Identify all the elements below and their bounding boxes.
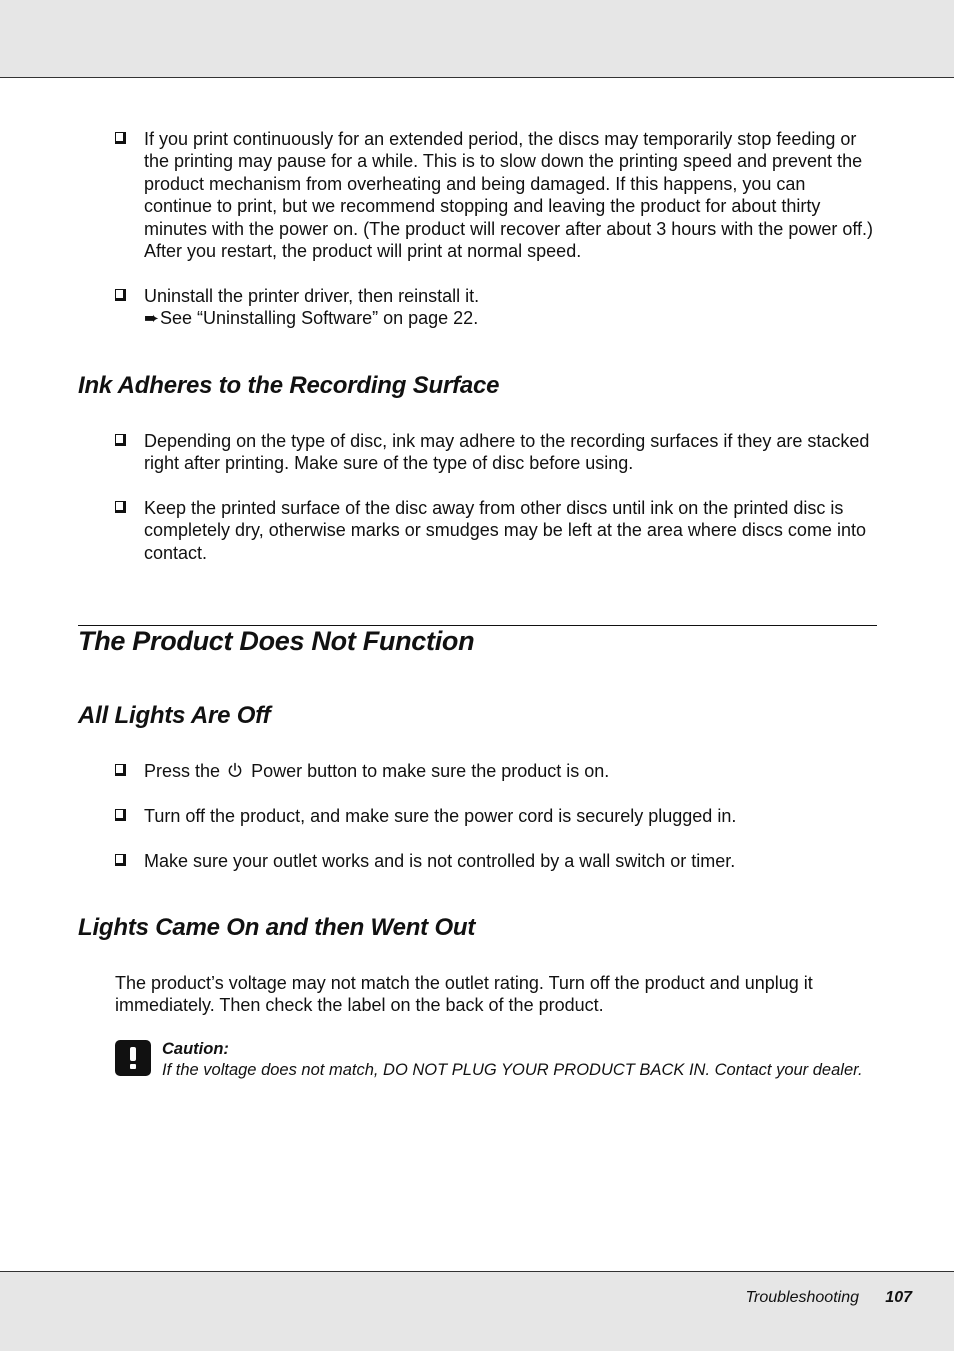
checkbox-bullet-icon [115,289,126,301]
section-heading-ink: Ink Adheres to the Recording Surface [78,372,500,399]
caution-label: Caution: [162,1040,229,1058]
list-item-text: Make sure your outlet works and is not controlled by a wall switch or timer. [144,851,736,871]
header-band [0,0,954,78]
arrow-right-icon: ➨ [144,308,160,329]
list-item-text: Uninstall the printer driver, then reinstall it. [144,286,480,306]
checkbox-bullet-icon [115,809,126,821]
list-item-text: Depending on the type of disc, ink may adhere to the recording surfaces if they are stacked right after printing. Make sure of the type of disc before using. [144,431,870,474]
list-item-text: If you print continuously for an extended period, the discs may temporarily stop feeding or the printing may pause for a while. This is to slow down the printing speed and prevent the product mechanism from overheating and being damaged. If this happens, you can continue to print, but we recommend stopping and leaving the product for about thirty minutes with the power on. (The product will recover after about 3 hours with the power off.) After you restart, the product will print at normal speed. [144,129,874,262]
see-reference-link[interactable] [144,307,875,329]
checkbox-bullet-icon [115,434,126,446]
list-item [115,430,875,475]
caution-icon [115,1040,151,1076]
section-heading-lights-off: All Lights Are Off [78,702,271,729]
list-item-text: Keep the printed surface of the disc away from other discs until ink on the printed disc is completely dry, otherwise marks or smudges may be left at the area where discs come into contact. [144,498,866,563]
power-text-after: Power button to make sure the product is on. [251,761,610,781]
checkbox-bullet-icon [115,501,126,513]
list-item [115,805,875,827]
body-paragraph: The product’s voltage may not match the outlet rating. Turn off the product and unplug it immediately. Then check the label on the back of the product. [115,973,813,1016]
list-item [115,128,875,262]
list-item-text: Turn off the product, and make sure the power cord is securely plugged in. [144,806,737,826]
power-text-before: Press the [144,761,221,781]
page-section-title: The Product Does Not Function [78,626,475,656]
see-reference-text: See “Uninstalling Software” on page 22. [160,308,479,329]
list-item [115,285,875,330]
section-heading-lights-out: Lights Came On and then Went Out [78,914,476,941]
list-item [115,497,875,564]
page-number: 107 [885,1289,912,1306]
caution-text: If the voltage does not match, DO NOT PLUG YOUR PRODUCT BACK IN. Contact your dealer. [162,1061,863,1079]
checkbox-bullet-icon [115,132,126,144]
power-icon [227,762,243,778]
footer-section-name: Troubleshooting [745,1289,859,1306]
checkbox-bullet-icon [115,854,126,866]
list-item-text [144,760,875,782]
list-item [115,850,875,872]
checkbox-bullet-icon [115,764,126,776]
list-item [115,760,875,782]
footer-band [0,1271,954,1351]
